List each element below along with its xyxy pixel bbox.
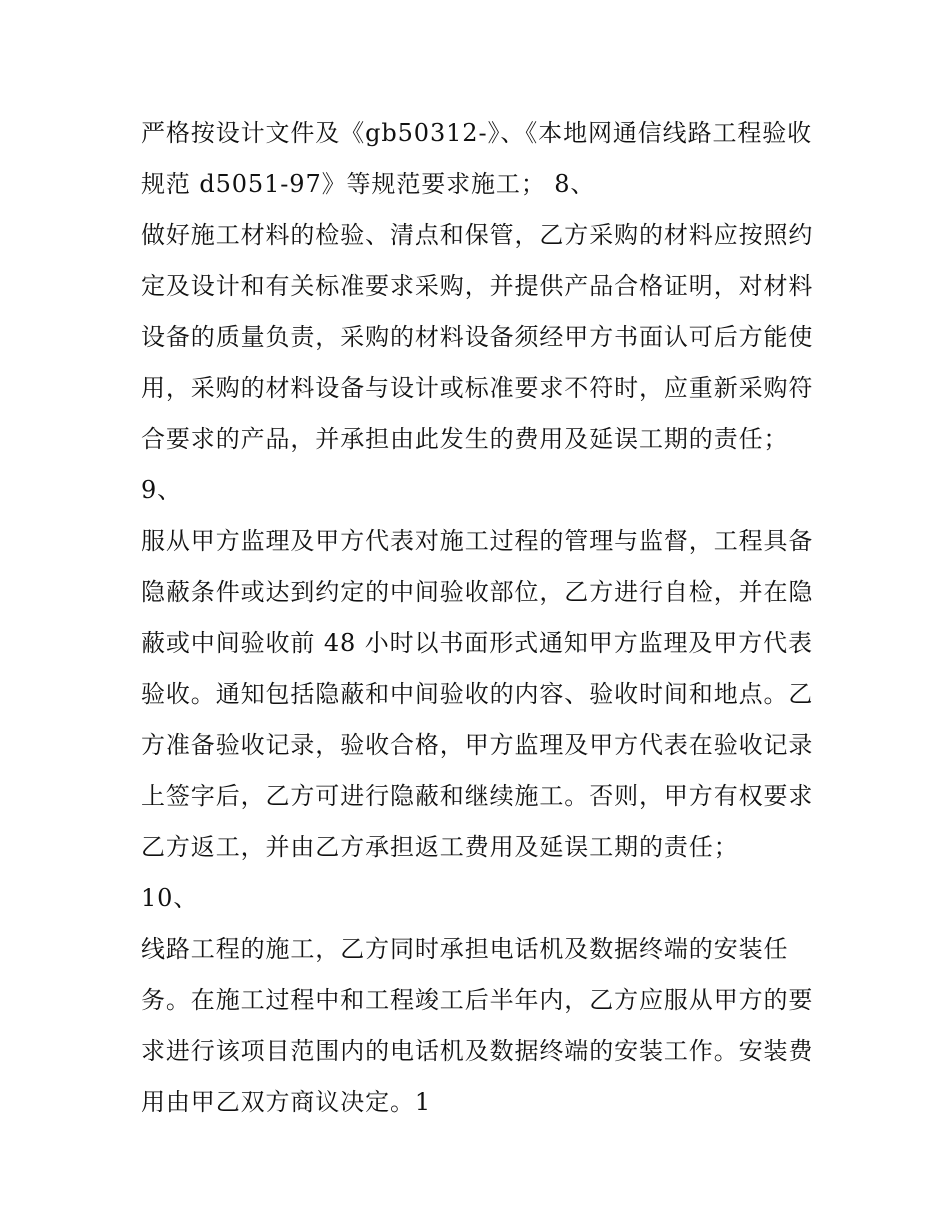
- text-line: 服从甲方监理及甲方代表对施工过程的管理与监督，工程具备: [141, 527, 814, 555]
- text-line: 定及设计和有关标准要求采购，并提供产品合格证明，对材料: [141, 272, 814, 300]
- text-line: 乙方返工，并由乙方承担返工费用及延误工期的责任；: [141, 833, 739, 861]
- text-line: 严格按设计文件及《gb50312-》、《本地网通信线路工程验收: [141, 119, 813, 147]
- text-line: 做好施工材料的检验、清点和保管，乙方采购的材料应按照约: [141, 221, 814, 249]
- text-line: 用由甲乙双方商议决定。1: [141, 1088, 432, 1116]
- text-line: 方准备验收记录，验收合格，甲方监理及甲方代表在验收记录: [141, 731, 814, 759]
- body-text: [141, 108, 821, 1128]
- item-number: 9、: [141, 476, 183, 504]
- text-line: 线路工程的施工，乙方同时承担电话机及数据终端的安装任: [141, 935, 789, 963]
- text-line: 合要求的产品，并承担由此发生的费用及延误工期的责任；: [141, 425, 789, 453]
- text-line: 蔽或中间验收前 48 小时以书面形式通知甲方监理及甲方代表: [141, 629, 813, 657]
- text-line: 验收。通知包括隐蔽和中间验收的内容、验收时间和地点。乙: [141, 680, 814, 708]
- item-number: 10、: [141, 884, 199, 912]
- text-line: 设备的质量负责，采购的材料设备须经甲方书面认可后方能使: [141, 323, 814, 351]
- text-line: 规范 d5051-97》等规范要求施工； 8、: [141, 170, 596, 198]
- text-line: 务。在施工过程中和工程竣工后半年内，乙方应服从甲方的要: [141, 986, 814, 1014]
- text-line: 隐蔽条件或达到约定的中间验收部位，乙方进行自检，并在隐: [141, 578, 814, 606]
- text-line: 上签字后，乙方可进行隐蔽和继续施工。否则，甲方有权要求: [141, 782, 814, 810]
- text-line: 求进行该项目范围内的电话机及数据终端的安装工作。安装费: [141, 1037, 814, 1065]
- text-line: 用，采购的材料设备与设计或标准要求不符时，应重新采购符: [141, 374, 814, 402]
